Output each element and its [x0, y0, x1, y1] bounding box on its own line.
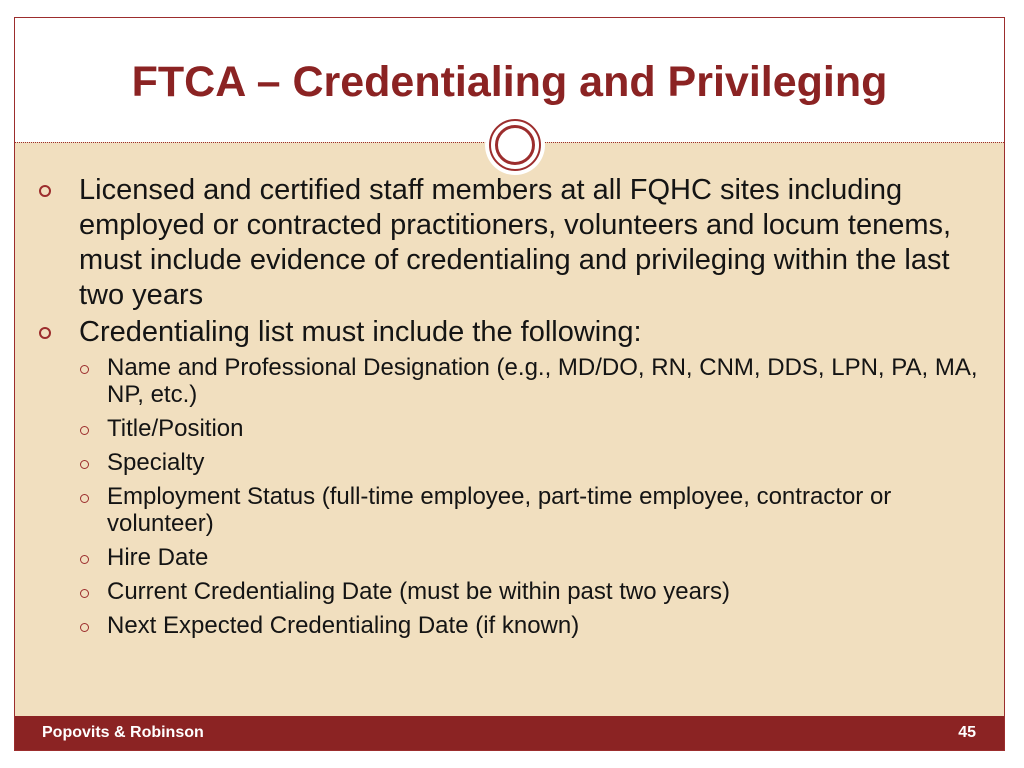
bullet-circle-icon — [39, 185, 51, 197]
page-number: 45 — [958, 724, 976, 741]
sub-bullet-item — [37, 578, 987, 605]
sub-bullet-circle-icon — [80, 494, 89, 503]
sub-bullet-item — [37, 354, 987, 408]
footer-author: Popovits & Robinson — [42, 724, 204, 741]
sub-bullet-circle-icon — [80, 555, 89, 564]
sub-bullet-item — [37, 483, 987, 537]
slide-footer — [15, 716, 1004, 750]
bullet-text: Licensed and certified staff members at all FQHC sites including employed or contracted practitioners, volunteers and locum tenems, must include evidence of credentialing and privileging within the last two years — [79, 174, 952, 311]
sub-bullet-text: Specialty — [107, 449, 205, 476]
sub-bullet-text: Name and Professional Designation (e.g., MD/DO, RN, CNM, DDS, LPN, PA, MA, NP, etc.) — [107, 354, 978, 408]
bullet-text: Credentialing list must include the following: — [79, 316, 642, 348]
sub-bullet-circle-icon — [80, 426, 89, 435]
bullet-item — [37, 315, 987, 350]
bullet-circle-icon — [39, 327, 51, 339]
sub-bullet-circle-icon — [80, 623, 89, 632]
slide-content — [37, 173, 987, 646]
sub-bullet-item — [37, 612, 987, 639]
sub-bullet-item — [37, 544, 987, 571]
sub-bullet-text: Next Expected Credentialing Date (if known) — [107, 612, 580, 639]
sub-bullet-circle-icon — [80, 365, 89, 374]
slide-title: FTCA – Credentialing and Privileging — [131, 58, 888, 106]
sub-bullet-circle-icon — [80, 589, 89, 598]
sub-bullet-text: Employment Status (full-time employee, part-time employee, contractor or volunteer) — [107, 483, 892, 537]
sub-bullet-circle-icon — [80, 460, 89, 469]
circle-ornament-icon — [485, 115, 545, 175]
sub-bullet-item — [37, 415, 987, 442]
sub-bullet-text: Title/Position — [107, 415, 244, 442]
sub-bullet-text: Current Credentialing Date (must be within past two years) — [107, 578, 730, 605]
sub-bullet-item — [37, 449, 987, 476]
sub-bullet-text: Hire Date — [107, 544, 209, 571]
slide-frame — [14, 17, 1005, 751]
bullet-item — [37, 173, 987, 313]
